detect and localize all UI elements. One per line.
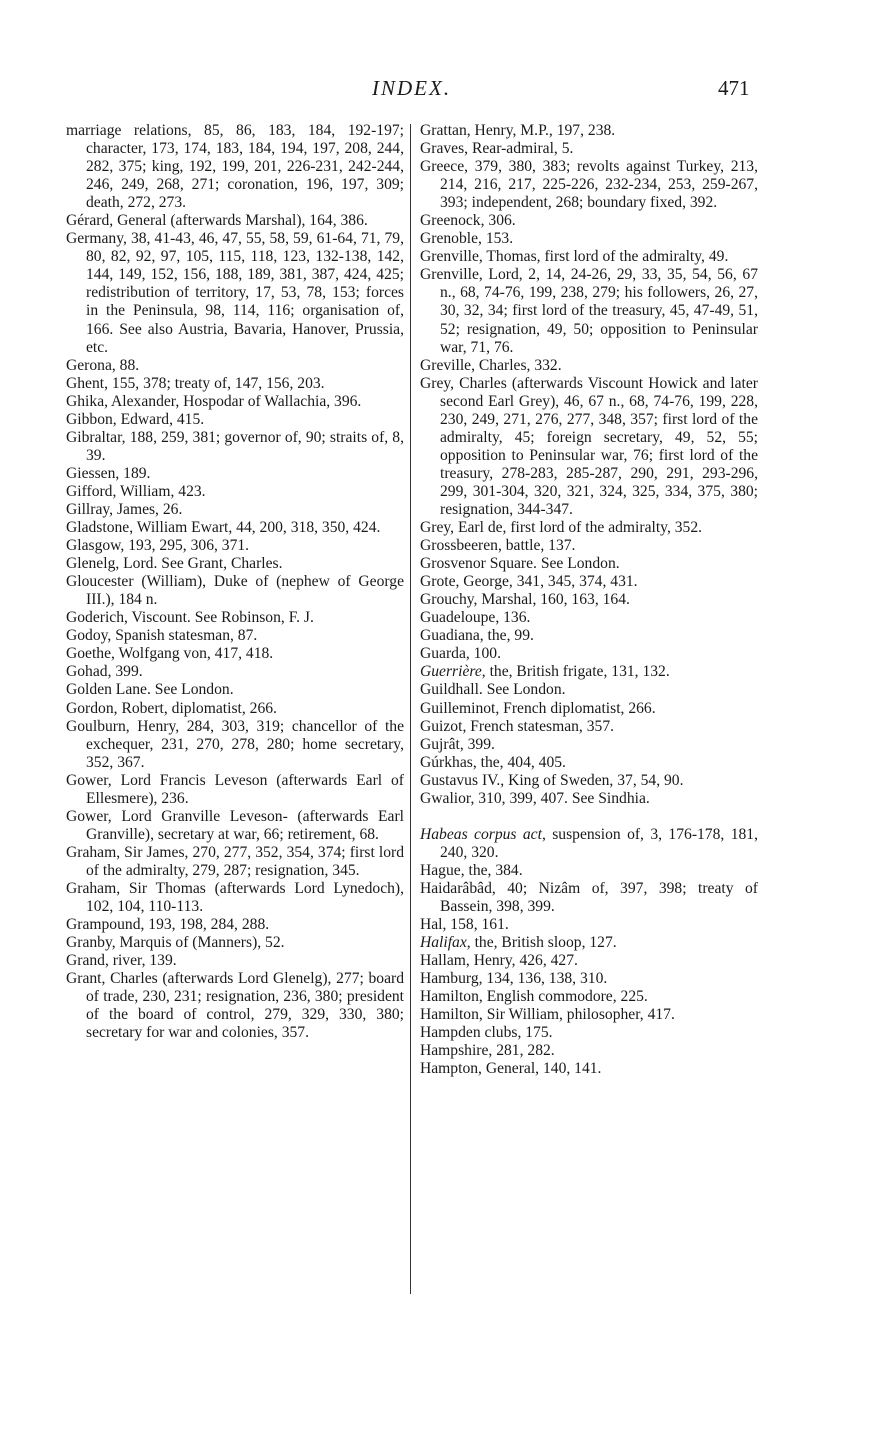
index-entry-text: Hallam, Henry, 426, 427. xyxy=(420,952,578,970)
index-entry-text: Gillray, James, 26. xyxy=(66,500,183,518)
index-entry xyxy=(66,501,404,519)
index-entry xyxy=(420,375,758,519)
index-entry xyxy=(420,718,758,736)
index-entry-text: Grampound, 193, 198, 284, 288. xyxy=(66,916,270,934)
index-entry-text: Granby, Marquis of (Manners), 52. xyxy=(66,934,285,952)
index-entry-text: Godoy, Spanish statesman, 87. xyxy=(66,627,258,645)
index-entry-text: Hampton, General, 140, 141. xyxy=(420,1060,602,1078)
index-entry xyxy=(420,645,758,663)
index-entry xyxy=(66,844,404,880)
index-entry-text: Haidarâbâd, 40; Nizâm of, 397, 398; treaty of Bassein, 398, 399. xyxy=(420,879,758,915)
index-entry xyxy=(420,952,758,970)
index-entry-text: Gifford, William, 423. xyxy=(66,482,206,500)
index-entry-text: marriage relations, 85, 86, 183, 184, 192-197; character, 173, 174, 183, 184, 194, 197, 208, 244, 282, 375; king, 192, 199, 201, 226-231, 242-244, 246, 249, 268, 271; coronation, 196, 197, 309; death, 272, 273. xyxy=(66,122,404,212)
index-entry xyxy=(66,537,404,555)
index-entry-text: Ghika, Alexander, Hospodar of Wallachia, 396. xyxy=(66,392,362,410)
index-column-left xyxy=(66,122,404,1042)
index-entry-text: Gerona, 88. xyxy=(66,356,140,374)
index-entry xyxy=(66,934,404,952)
index-entry xyxy=(420,916,758,934)
index-entry xyxy=(66,429,404,465)
index-entry xyxy=(66,772,404,808)
index-entry-text: Grant, Charles (afterwards Lord Glenelg), 277; board of trade, 230, 231; resignation, 236, 380; president of the board of control, 279, 329, 330, 380; secretary for war and colonies, 357. xyxy=(66,970,404,1042)
index-entry xyxy=(420,970,758,988)
index-entry xyxy=(66,627,404,645)
index-entry-text: Goethe, Wolfgang von, 417, 418. xyxy=(66,645,274,663)
index-entry-text: Gloucester (William), Duke of (nephew of George III.), 184 n. xyxy=(66,573,404,609)
index-entry-text: Guadeloupe, 136. xyxy=(420,609,531,627)
index-entry-text: Gohad, 399. xyxy=(66,663,143,681)
index-entry-text: , suspension of, 3, 176-178, 181, 240, 320. xyxy=(440,825,758,861)
index-entry xyxy=(66,357,404,375)
index-entry xyxy=(66,375,404,393)
page-header xyxy=(0,76,891,102)
index-entry xyxy=(420,1060,758,1078)
index-entry-text: Hague, the, 384. xyxy=(420,861,523,879)
index-entry xyxy=(420,537,758,555)
index-entry-text: Gower, Lord Francis Leveson (afterwards Earl of Ellesmere), 236. xyxy=(66,771,404,807)
index-entry-text: Glenelg, Lord. See Grant, Charles. xyxy=(66,555,283,573)
index-entry xyxy=(66,483,404,501)
index-entry xyxy=(420,609,758,627)
index-entry-text: Golden Lane. See London. xyxy=(66,681,234,699)
index-entry-text: Gwalior, 310, 399, 407. See Sindhia. xyxy=(420,789,650,807)
index-entry xyxy=(66,230,404,356)
index-entry-text: , the, British frigate, 131, 132. xyxy=(481,663,670,681)
index-entry-text: Grattan, Henry, M.P., 197, 238. xyxy=(420,122,616,139)
index-entry xyxy=(66,212,404,230)
index-entry-text: Gower, Lord Granville Leveson- (afterwards Earl Granville), secretary at war, 66; retirement, 68. xyxy=(66,807,404,843)
index-entry xyxy=(420,573,758,591)
index-entry-text: Guilleminot, French diplomatist, 266. xyxy=(420,699,656,717)
index-entry-text: Gordon, Robert, diplomatist, 266. xyxy=(66,699,277,717)
index-entry-text: Grouchy, Marshal, 160, 163, 164. xyxy=(420,591,630,609)
index-entry-text: Graham, Sir James, 270, 277, 352, 354, 374; first lord of the admiralty, 279, 287; resignation, 345. xyxy=(66,843,404,879)
index-entry-text: Guarda, 100. xyxy=(420,645,501,663)
index-entry xyxy=(66,645,404,663)
index-entry xyxy=(420,754,758,772)
index-entry xyxy=(420,555,758,573)
index-entry-text: Giessen, 189. xyxy=(66,464,151,482)
index-entry xyxy=(420,934,758,952)
index-entry xyxy=(66,465,404,483)
index-entry-text: Grey, Charles (afterwards Viscount Howick and later second Earl Grey), 46, 67 n., 68, 74-76, 199, 228, 230, 249, 271, 276, 277, 348, 357; first lord of the admiralty, 45; foreign secretary, 49, 52, 55; opposition to Peninsular war, 76; first lord of the treasury, 278-283, 285-287, 290, 291, 293-296, 299, 301-304, 320, 321, 324, 325, 334, 375, 380; resignation, 344-347. xyxy=(420,374,758,518)
index-entry-text: Guizot, French statesman, 357. xyxy=(420,717,615,735)
index-entry xyxy=(420,140,758,158)
column-divider xyxy=(410,124,411,1294)
index-entry xyxy=(420,790,758,808)
index-entry xyxy=(420,158,758,212)
index-entry xyxy=(420,772,758,790)
index-entry xyxy=(66,970,404,1042)
index-entry-text: Gujrât, 399. xyxy=(420,735,495,753)
index-entry-text: Grenville, Lord, 2, 14, 24-26, 29, 33, 35, 54, 56, 67 n., 68, 74-76, 199, 238, 279; his followers, 26, 27, 30, 32, 34; first lord of the treasury, 45, 47-49, 51, 52; resignation, 49, 50; opposition to Peninsular war, 71, 76. xyxy=(420,266,758,356)
index-entry-text: Guildhall. See London. xyxy=(420,681,566,699)
index-entry xyxy=(420,862,758,880)
index-entry-text: Gustavus IV., King of Sweden, 37, 54, 90. xyxy=(420,771,684,789)
index-entry-text: Gladstone, William Ewart, 44, 200, 318, 350, 424. xyxy=(66,519,381,537)
index-entry xyxy=(420,663,758,681)
index-entry-text: Goderich, Viscount. See Robinson, F. J. xyxy=(66,609,314,627)
index-entry-text: Grey, Earl de, first lord of the admiralty, 352. xyxy=(420,519,703,537)
index-entry xyxy=(420,1024,758,1042)
index-entry xyxy=(66,609,404,627)
index-entry-text: Goulburn, Henry, 284, 303, 319; chancellor of the exchequer, 231, 270, 278, 280; home secretary, 352, 367. xyxy=(66,717,404,771)
index-entry-text: Graves, Rear-admiral, 5. xyxy=(420,140,574,158)
index-entry-text: Guadiana, the, 99. xyxy=(420,627,534,645)
index-entry-italic: Guerrière xyxy=(420,663,482,681)
index-entry-text: Hampden clubs, 175. xyxy=(420,1024,553,1042)
index-entry-text: Graham, Sir Thomas (afterwards Lord Lynedoch), 102, 104, 110-113. xyxy=(66,879,404,916)
index-entry-text: Greece, 379, 380, 383; revolts against Turkey, 213, 214, 216, 217, 225-226, 232-234, 253, 259-267, 393; independent, 268; boundary fixed, 392. xyxy=(420,158,758,212)
index-entry xyxy=(420,736,758,754)
index-entry xyxy=(420,826,758,862)
page-title: INDEX. xyxy=(372,76,452,100)
index-entry-text: Greenock, 306. xyxy=(420,212,516,230)
page-number: 471 xyxy=(718,76,750,100)
index-entry-text: Hampshire, 281, 282. xyxy=(420,1042,555,1060)
index-entry xyxy=(420,519,758,537)
index-entry xyxy=(420,122,758,140)
index-entry-text: Hamilton, Sir William, philosopher, 417. xyxy=(420,1006,675,1024)
index-entry xyxy=(420,266,758,356)
index-entry xyxy=(420,627,758,645)
index-entry xyxy=(66,681,404,699)
index-entry-italic: Habeas corpus act xyxy=(420,825,542,843)
index-entry-text: Grossbeeren, battle, 137. xyxy=(420,537,576,555)
index-entry xyxy=(420,880,758,916)
index-entry xyxy=(420,212,758,230)
index-entry xyxy=(66,718,404,772)
index-entry xyxy=(420,591,758,609)
index-entry-text: Grosvenor Square. See London. xyxy=(420,555,620,573)
index-entry-text: Gibbon, Edward, 415. xyxy=(66,410,205,428)
index-entry-text: Glasgow, 193, 295, 306, 371. xyxy=(66,537,250,555)
index-entry xyxy=(66,393,404,411)
index-entry xyxy=(420,357,758,375)
index-entry-text: Gúrkhas, the, 404, 405. xyxy=(420,753,566,771)
index-entry-text: Grenville, Thomas, first lord of the admiralty, 49. xyxy=(420,248,729,266)
index-entry-text: Hal, 158, 161. xyxy=(420,916,509,934)
index-entry-text: Hamilton, English commodore, 225. xyxy=(420,988,648,1006)
index-entry-text: Greville, Charles, 332. xyxy=(420,356,562,374)
index-column-right xyxy=(420,122,758,1078)
index-entry xyxy=(66,952,404,970)
index-entry xyxy=(66,411,404,429)
index-entry xyxy=(420,988,758,1006)
index-entry-text: Hamburg, 134, 136, 138, 310. xyxy=(420,970,608,988)
index-entry-italic: Halifax xyxy=(420,934,467,952)
index-entry xyxy=(420,248,758,266)
index-entry-text: Grote, George, 341, 345, 374, 431. xyxy=(420,573,638,591)
index-entry xyxy=(66,122,404,212)
index-entry xyxy=(66,808,404,844)
index-entry xyxy=(420,681,758,699)
index-entry-text: , the, British sloop, 127. xyxy=(466,934,617,952)
index-entry-text: Gérard, General (afterwards Marshal), 164, 386. xyxy=(66,212,368,230)
index-entry-text: Germany, 38, 41-43, 46, 47, 55, 58, 59, 61-64, 71, 79, 80, 82, 92, 97, 105, 115, 118, 123, 132-138, 142, 144, 149, 152, 156, 188, 189, 381, 387, 424, 425; redistribution of territory, 17, 53, 78, 153; forces in the Peninsula, 98, 114, 116; organisation of, 166. See also Austria, Bavaria, Hanover, Prussia, etc. xyxy=(66,230,404,356)
index-entry-text: Gibraltar, 188, 259, 381; governor of, 90; straits of, 8, 39. xyxy=(66,428,404,464)
index-entry xyxy=(420,1006,758,1024)
index-entry xyxy=(420,1042,758,1060)
index-entry xyxy=(66,663,404,681)
index-entry-text: Ghent, 155, 378; treaty of, 147, 156, 203. xyxy=(66,374,325,392)
index-entry xyxy=(66,519,404,537)
index-entry-text: Grand, river, 139. xyxy=(66,952,177,970)
index-entry xyxy=(420,230,758,248)
index-entry xyxy=(66,880,404,916)
index-entry xyxy=(66,700,404,718)
index-entry xyxy=(66,573,404,609)
index-entry xyxy=(66,916,404,934)
index-entry xyxy=(66,555,404,573)
index-entry-text: Grenoble, 153. xyxy=(420,230,514,248)
index-entry xyxy=(420,700,758,718)
